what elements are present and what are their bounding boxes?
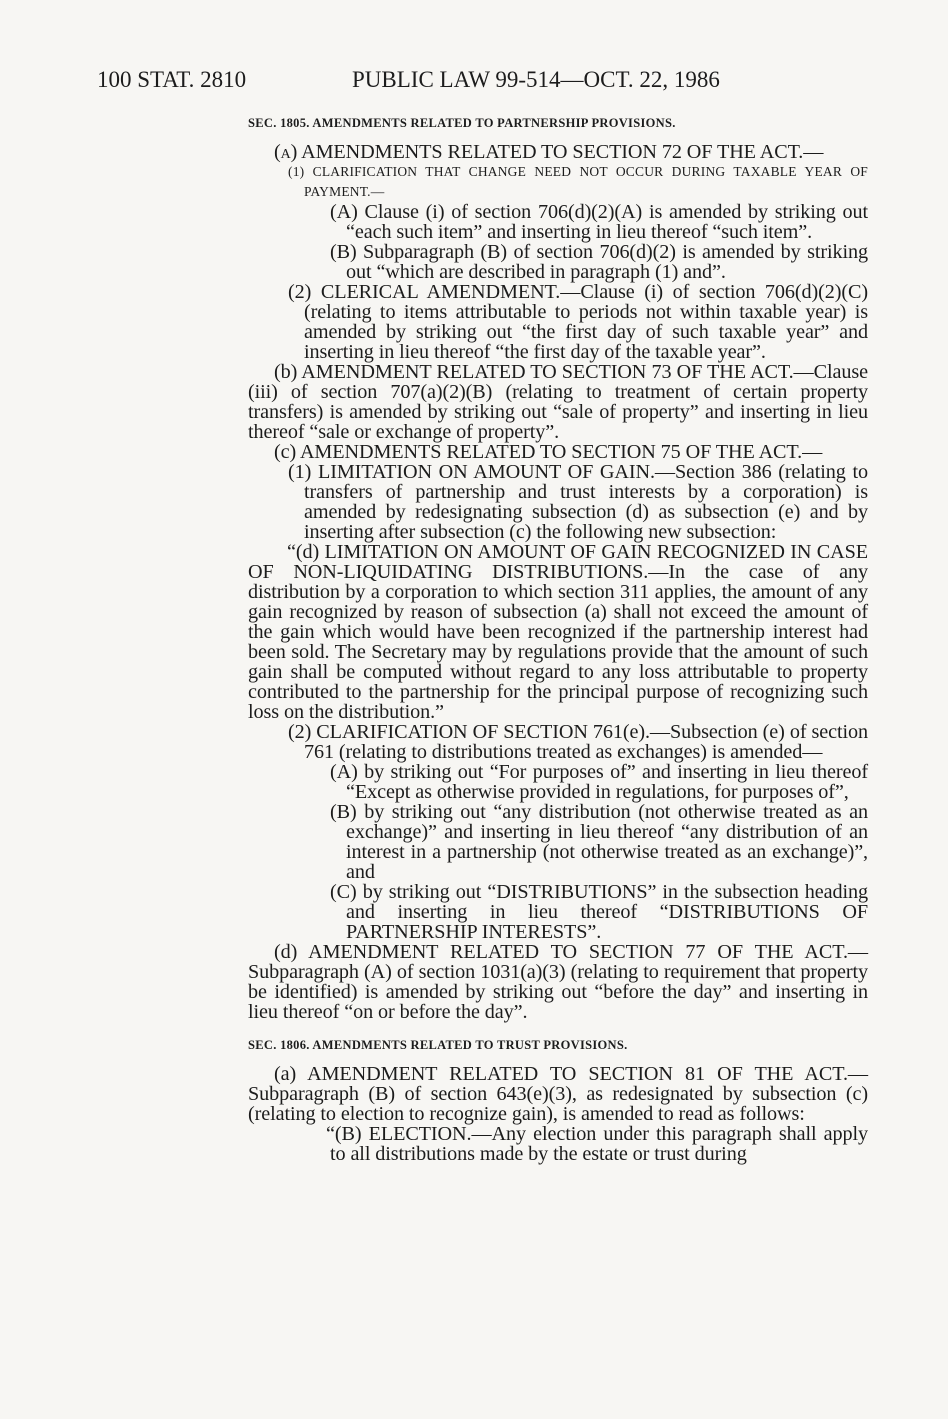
document-body (248, 113, 868, 1164)
subsection-c-heading: (c) AMENDMENTS RELATED TO SECTION 75 OF THE ACT.— (274, 441, 823, 463)
subparagraph-b: (B) Subparagraph (B) of section 706(d)(2) is amended by striking out “which are described in paragraph (1) and”. (330, 241, 868, 283)
subparagraph-b-striking: (B) by striking out “any distribution (not otherwise treated as an exchange)” and inserting in lieu thereof “any distribution of an interest in a partnership (not otherwise treated as an exchange)”, and (330, 801, 868, 883)
quoted-election: “(B) ELECTION.—Any election under this paragraph shall apply to all distributions made by the estate or trust during (326, 1123, 868, 1165)
subparagraph-c-striking: (C) by striking out “DISTRIBUTIONS” in the subsection heading and inserting in lieu thereof “DISTRIBUTIONS OF PARTNERSHIP INTERESTS”. (330, 881, 868, 943)
subsection-a-heading: (a) AMENDMENTS RELATED TO SECTION 72 OF THE ACT.— (274, 141, 824, 163)
subsection-b: (b) AMENDMENT RELATED TO SECTION 73 OF THE ACT.—Clause (iii) of section 707(a)(2)(B) (relating to treatment of certain property transfers) is amended by striking out “sale of property” and inserting in lieu thereof “sale or exchange of property”. (248, 361, 868, 443)
section-heading-1805: SEC. 1805. AMENDMENTS RELATED TO PARTNERSHIP PROVISIONS. (248, 116, 676, 130)
paragraph-1-heading: (1) CLARIFICATION THAT CHANGE NEED NOT OCCUR DURING TAXABLE YEAR OF PAYMENT.— (288, 164, 868, 199)
quoted-subsection-d: “(d) LIMITATION ON AMOUNT OF GAIN RECOGNIZED IN CASE OF NON-LIQUIDATING DISTRIBUTIONS.—In the case of any distribution by a corporation to which section 311 applies, the amount of any gain recognized by reason of subsection (a) shall not exceed the amount of the gain which would have been recognized if the partnership interest had been sold. The Secretary may by regulations provide that the amount of such gain shall be computed without regard to any loss attributable to property contributed to the partnership for the principal purpose of recognizing such loss on the distribution.” (248, 541, 868, 723)
public-law-title: PUBLIC LAW 99-514—OCT. 22, 1986 (352, 67, 720, 92)
subsection-a-trust: (a) AMENDMENT RELATED TO SECTION 81 OF THE ACT.—Subparagraph (B) of section 643(e)(3), as redesignated by subsection (c) (relating to election to recognize gain), is amended to read as follows: (248, 1063, 868, 1125)
paragraph-2-clerical: (2) CLERICAL AMENDMENT.—Clause (i) of section 706(d)(2)(C) (relating to items attributable to periods not within taxable year) is amended by striking out “the first day of such taxable year” and inserting in lieu thereof “the first day of the taxable year”. (288, 281, 868, 363)
subparagraph-a: (A) Clause (i) of section 706(d)(2)(A) is amended by striking out “each such item” and inserting in lieu thereof “such item”. (330, 201, 868, 243)
statute-page-number: 100 STAT. 2810 (97, 67, 247, 92)
paragraph-1-limitation: (1) LIMITATION ON AMOUNT OF GAIN.—Section 386 (relating to transfers of partnership and trust interests by a corporation) is amended by redesignating subsection (d) as subsection (e) and by inserting after subsection (c) the following new subsection: (288, 461, 868, 543)
section-heading-1806: SEC. 1806. AMENDMENTS RELATED TO TRUST PROVISIONS. (248, 1038, 628, 1052)
paragraph-2-clarification: (2) CLARIFICATION OF SECTION 761(e).—Subsection (e) of section 761 (relating to distributions treated as exchanges) is amended— (288, 721, 868, 763)
page-header (97, 66, 857, 94)
subsection-d: (d) AMENDMENT RELATED TO SECTION 77 OF THE ACT.—Subparagraph (A) of section 1031(a)(3) (relating to requirement that property be identified) is amended by striking out “before the day” and inserting in lieu thereof “on or before the day”. (248, 941, 868, 1023)
subparagraph-a-striking: (A) by striking out “For purposes of” and inserting in lieu thereof “Except as otherwise provided in regulations, for purposes of”, (330, 761, 868, 803)
